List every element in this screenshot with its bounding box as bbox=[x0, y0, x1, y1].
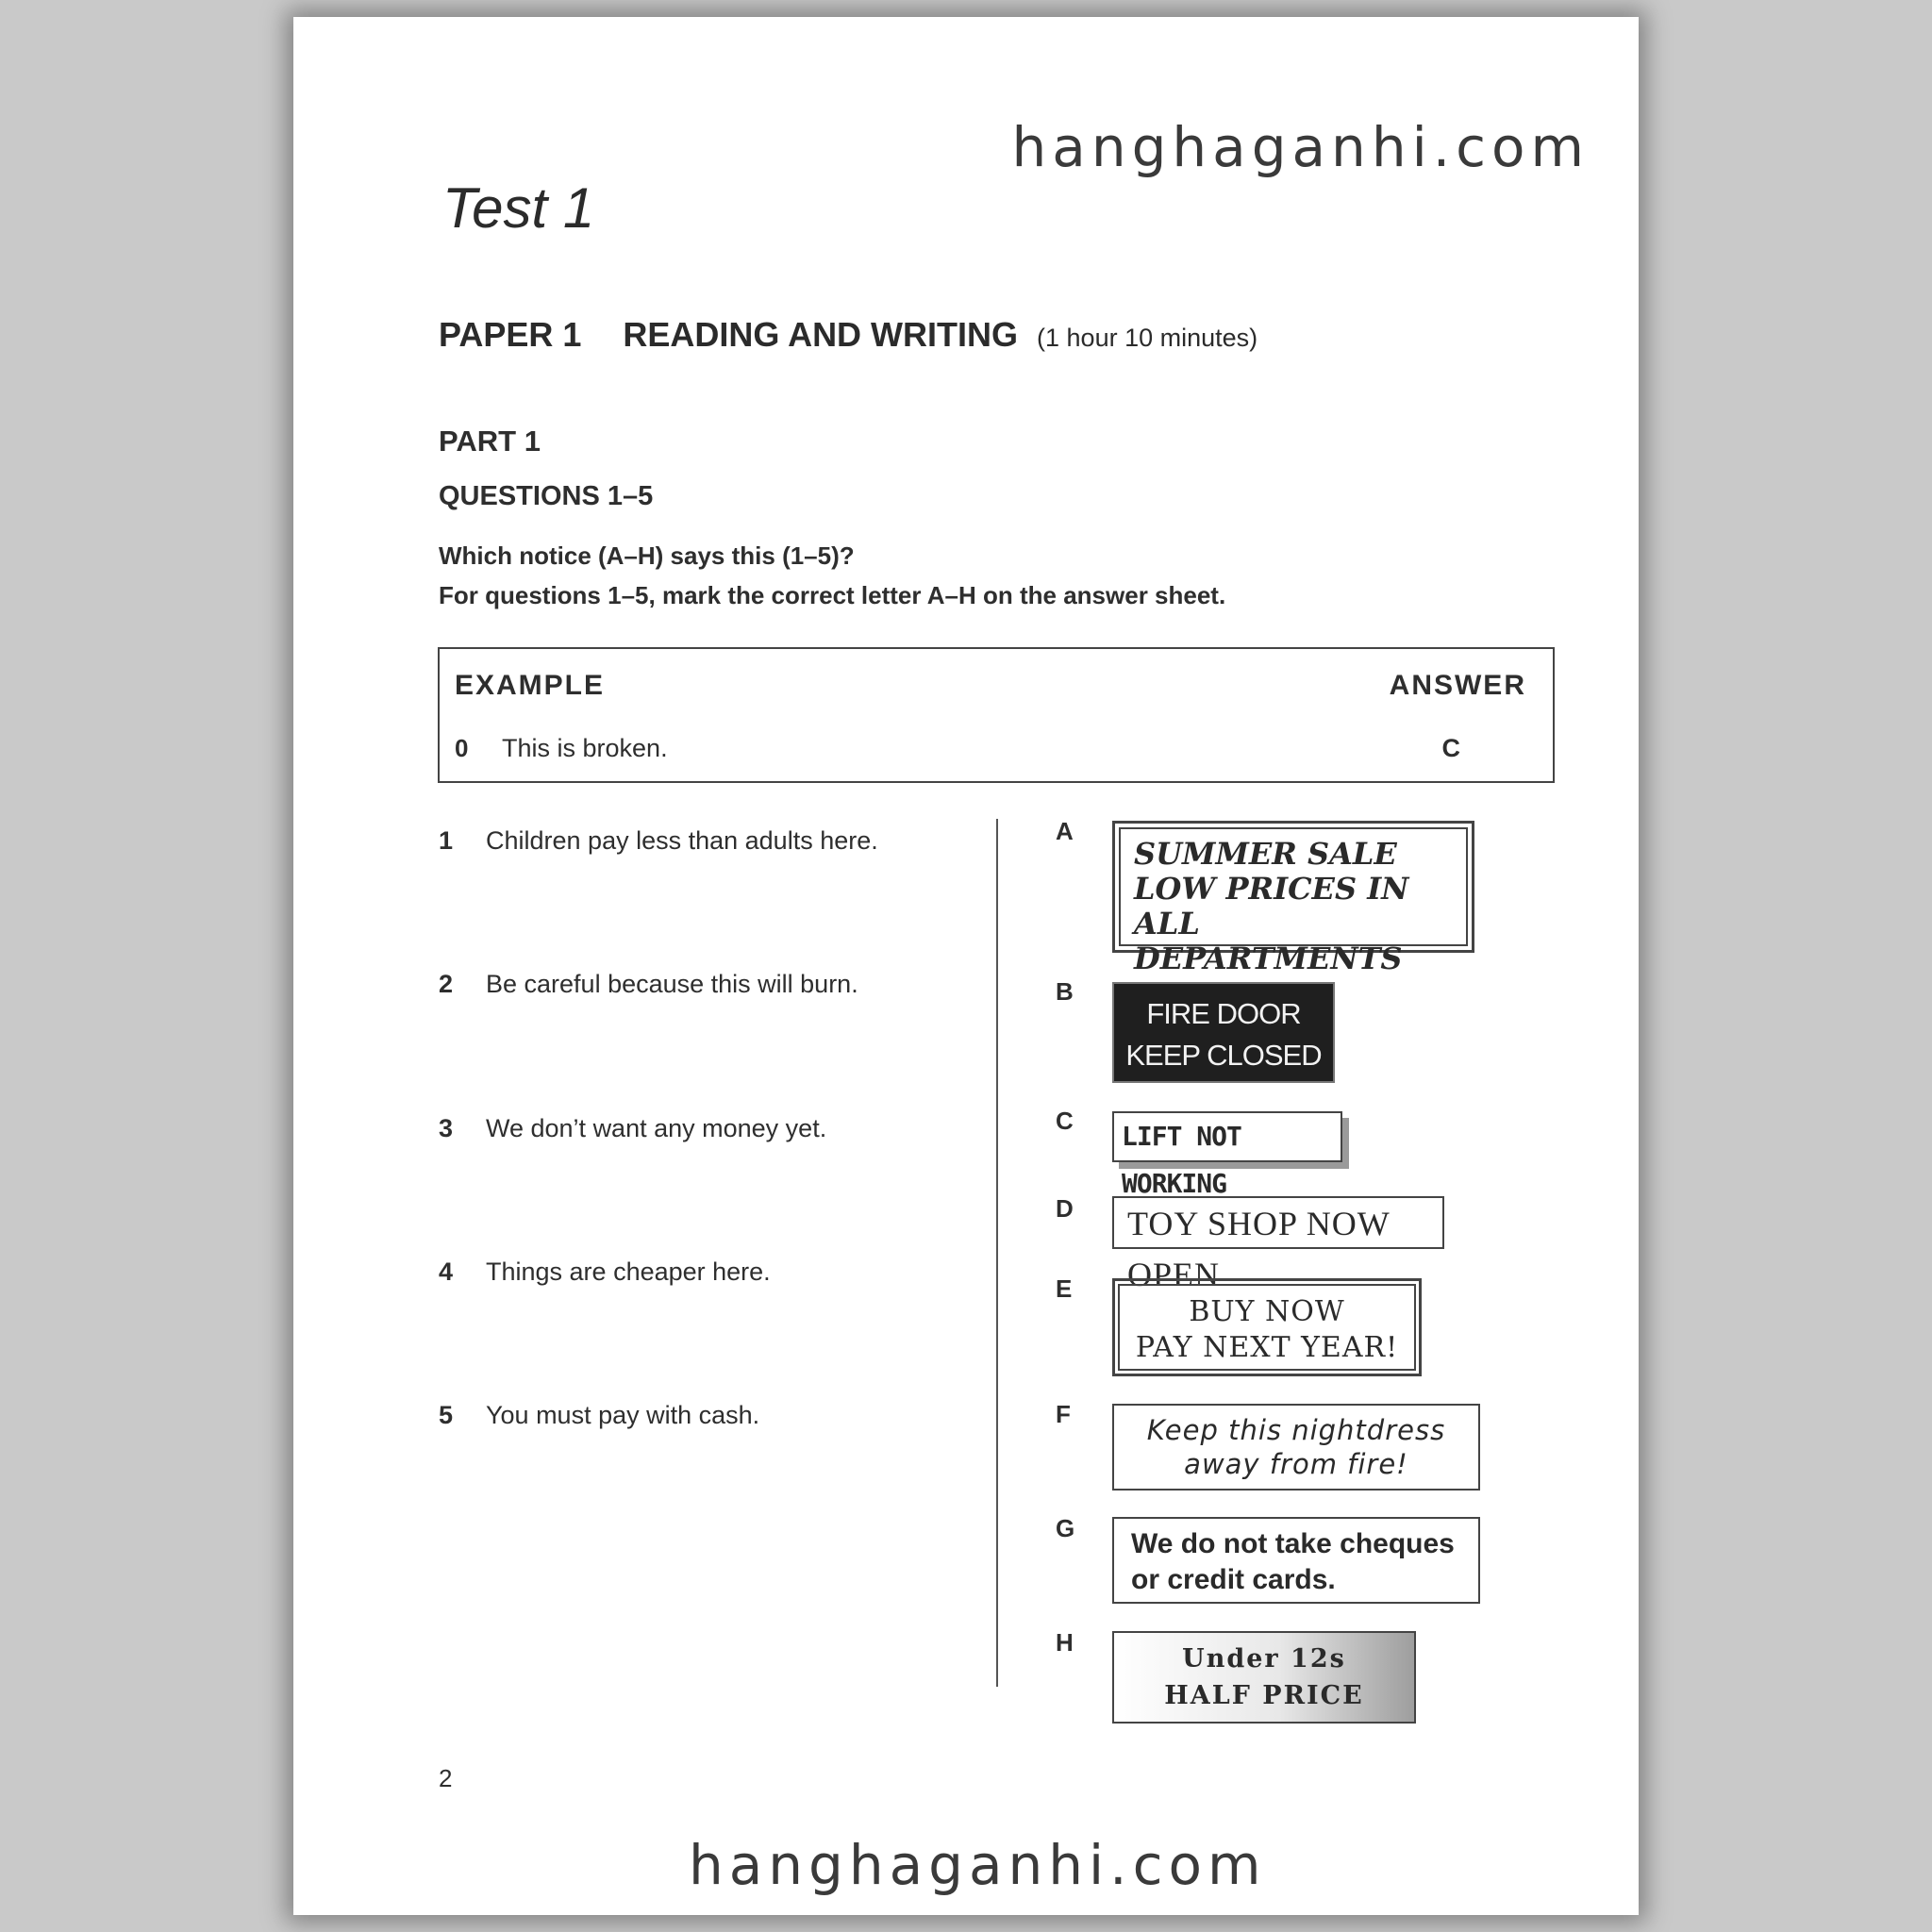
notice-letter: H bbox=[1056, 1628, 1074, 1657]
notice-b bbox=[1112, 982, 1335, 1083]
notice-line: We do not take cheques bbox=[1131, 1528, 1455, 1559]
paper-heading bbox=[439, 315, 1257, 355]
notice-letter: D bbox=[1056, 1194, 1074, 1223]
paper-number: PAPER 1 bbox=[439, 315, 582, 354]
notice-letter: G bbox=[1056, 1514, 1075, 1542]
question-item bbox=[439, 1401, 759, 1430]
test-title: Test 1 bbox=[442, 176, 595, 240]
notice-line: FIRE DOOR bbox=[1146, 997, 1301, 1030]
notice-line: BUY NOW bbox=[1189, 1295, 1345, 1328]
question-number: 5 bbox=[439, 1401, 454, 1429]
notice-line: or credit cards. bbox=[1131, 1564, 1336, 1595]
instruction-line-2: For questions 1–5, mark the correct letter A–H on the answer sheet. bbox=[439, 581, 1226, 609]
column-divider bbox=[996, 819, 998, 1687]
exam-page bbox=[293, 17, 1639, 1915]
question-number: 2 bbox=[439, 970, 454, 998]
question-text: We don’t want any money yet. bbox=[486, 1114, 827, 1142]
example-box bbox=[438, 647, 1555, 783]
paper-time: (1 hour 10 minutes) bbox=[1037, 324, 1258, 352]
question-item bbox=[439, 826, 878, 856]
notice-a bbox=[1112, 821, 1474, 976]
notice-f bbox=[1112, 1404, 1480, 1491]
watermark-top: hanghaganhi.com bbox=[1011, 115, 1590, 179]
instruction-line-1: Which notice (A–H) says this (1–5)? bbox=[439, 541, 855, 570]
notice-line: DEPARTMENTS bbox=[1134, 941, 1403, 976]
question-text: Children pay less than adults here. bbox=[486, 826, 878, 855]
question-number: 4 bbox=[439, 1257, 454, 1286]
question-text: You must pay with cash. bbox=[486, 1401, 760, 1429]
notice-letter: F bbox=[1056, 1400, 1071, 1428]
notice-letter: B bbox=[1056, 977, 1074, 1006]
notice-line: TOY SHOP NOW OPEN bbox=[1127, 1205, 1391, 1293]
notice-line: KEEP CLOSED bbox=[1125, 1039, 1322, 1072]
notice-letter: C bbox=[1056, 1107, 1074, 1135]
notice-line: Keep this nightdress bbox=[1146, 1414, 1446, 1446]
notice-line: Under 12s bbox=[1182, 1644, 1346, 1674]
notice-line: LOW PRICES IN ALL bbox=[1134, 871, 1409, 941]
example-text: This is broken. bbox=[502, 734, 668, 762]
notice-line: away from fire! bbox=[1184, 1448, 1408, 1480]
example-answer: C bbox=[1441, 734, 1460, 762]
page-number: 2 bbox=[439, 1764, 453, 1792]
question-number: 3 bbox=[439, 1114, 454, 1142]
example-number: 0 bbox=[455, 734, 469, 762]
notice-e bbox=[1112, 1278, 1422, 1376]
notice-letter: E bbox=[1056, 1274, 1073, 1303]
question-text: Be careful because this will burn. bbox=[486, 970, 858, 998]
notice-h bbox=[1112, 1631, 1416, 1724]
notice-g bbox=[1112, 1517, 1480, 1604]
part-heading: PART 1 bbox=[439, 425, 541, 458]
questions-heading: QUESTIONS 1–5 bbox=[439, 481, 654, 511]
notice-line: SUMMER SALE bbox=[1134, 836, 1397, 872]
question-item bbox=[439, 1257, 771, 1287]
notice-d bbox=[1112, 1196, 1444, 1293]
notice-line: LIFT NOT WORKING bbox=[1122, 1121, 1241, 1199]
notice-line: HALF PRICE bbox=[1164, 1681, 1364, 1710]
notice-line: PAY NEXT YEAR! bbox=[1135, 1331, 1399, 1364]
example-label: EXAMPLE bbox=[455, 670, 606, 701]
watermark-bottom: hanghaganhi.com bbox=[689, 1833, 1267, 1897]
notice-letter: A bbox=[1056, 817, 1074, 845]
answer-label: ANSWER bbox=[1389, 670, 1526, 701]
question-item bbox=[439, 970, 858, 999]
question-text: Things are cheaper here. bbox=[486, 1257, 771, 1286]
question-number: 1 bbox=[439, 826, 454, 855]
question-item bbox=[439, 1114, 826, 1143]
notice-c bbox=[1112, 1111, 1342, 1199]
paper-name: READING AND WRITING bbox=[623, 315, 1019, 354]
